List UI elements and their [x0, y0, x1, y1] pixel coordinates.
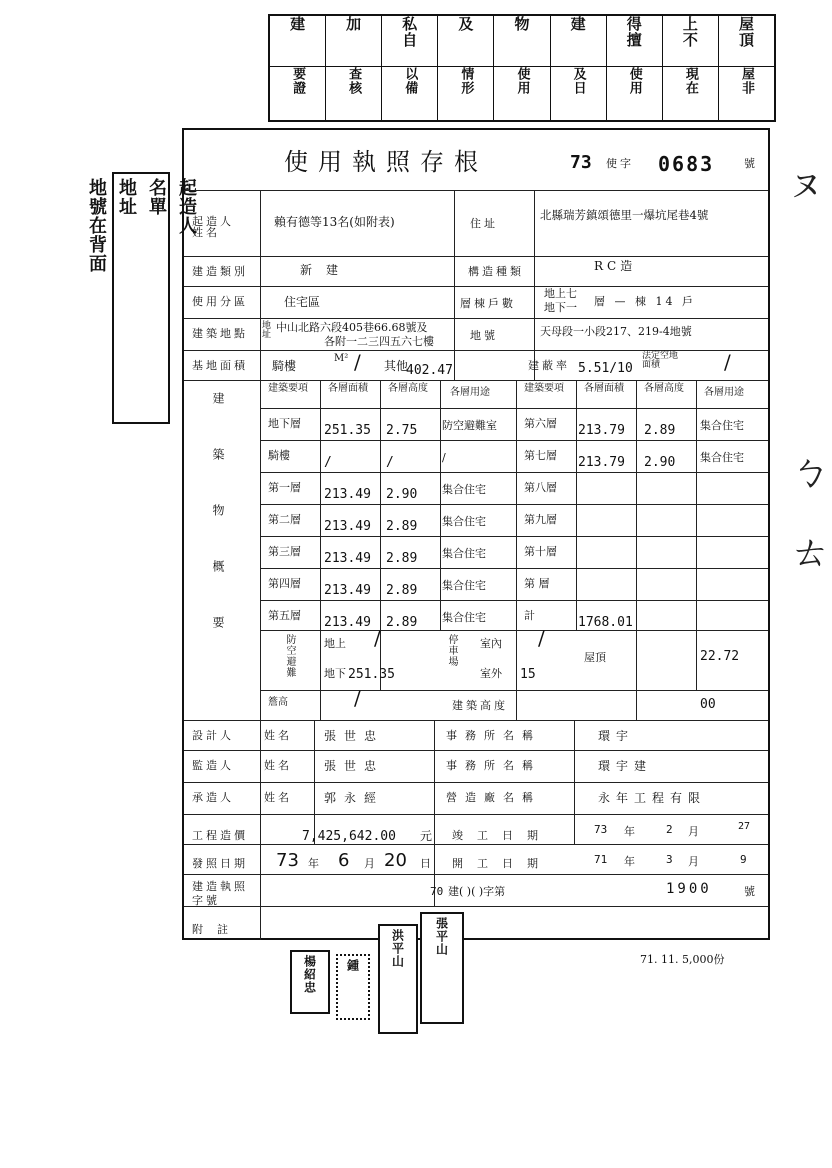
address-value: 北縣瑞芳鎮頌德里一爆坑尾巷4號	[540, 208, 709, 222]
shelter-below-label: 地下	[324, 667, 346, 680]
coverage-label: 建蔽率	[528, 359, 570, 372]
margin-handwriting: ㄅ	[790, 449, 830, 495]
issue-year-unit: 年	[308, 857, 319, 870]
floor-use: 集合住宅	[700, 419, 744, 432]
issue-day-unit: 日	[420, 857, 431, 870]
other-label: 其他	[384, 359, 409, 373]
coverage-value: 5.51/10	[578, 361, 633, 376]
person-name: 張世忠	[324, 729, 385, 743]
floor-use: /	[442, 451, 446, 464]
parking-indoor-label: 室內	[480, 637, 502, 650]
building-permit-number: 1900	[666, 881, 712, 897]
floor-height: 2.89	[386, 519, 418, 534]
open-space-slash: /	[724, 350, 731, 374]
shelter-label: 防空避難	[284, 634, 295, 678]
issue-month-unit: 月	[364, 857, 375, 870]
seal-stamp: 張平山	[420, 912, 464, 1024]
start-day: 9	[740, 853, 747, 866]
floor-name: 第六層	[524, 417, 557, 430]
completion-month: 2	[666, 823, 673, 836]
header-area: 各層面積	[328, 383, 368, 394]
floor-name: 第八層	[524, 481, 557, 494]
instruction-column: 屋頂 屋非	[718, 16, 774, 120]
issue-date-label: 發照日期	[192, 857, 248, 870]
start-year: 71	[594, 853, 608, 866]
header-height-2: 各層高度	[644, 383, 684, 394]
header-item: 建築要項	[268, 383, 308, 394]
floor-height: 2.89	[386, 615, 418, 630]
name-label: 姓名	[264, 759, 292, 772]
floors-above: 地上七	[544, 287, 577, 300]
floor-height: /	[386, 455, 394, 470]
completion-day: 27	[738, 821, 751, 832]
parking-outdoor-value: 15	[520, 667, 536, 682]
floor-height: 2.89	[386, 583, 418, 598]
site-address-tag: 地址	[262, 321, 272, 340]
floor-area: 213.49	[324, 615, 371, 630]
print-run-footer: 71. 11. 5,000份	[640, 953, 725, 966]
note-label: 附註	[192, 923, 242, 936]
permit-number: 0683	[658, 152, 715, 176]
floor-use: 集合住宅	[700, 451, 744, 464]
arcade-label: 騎樓	[272, 359, 297, 373]
floor-name: 第十層	[524, 545, 557, 558]
usage-permit-stub-form	[182, 128, 770, 940]
issue-year: 73	[276, 850, 299, 871]
instruction-column: 加 查核	[325, 16, 381, 120]
permit-suffix: 號	[744, 157, 758, 170]
floor-height: 2.90	[386, 487, 418, 502]
site-address-value: 中山北路六段405巷66.68號及	[276, 321, 428, 334]
role-label: 設計人	[192, 729, 234, 742]
floor-name: 第七層	[524, 449, 557, 462]
building-permit-suffix: 號	[744, 885, 755, 898]
person-name: 張世忠	[324, 759, 385, 773]
shelter-above-slash: /	[374, 626, 381, 650]
eave-label: 簷高	[268, 697, 288, 708]
header-use-2: 各層用途	[704, 387, 744, 398]
address-label: 住址	[470, 217, 498, 230]
floors-label: 層棟戶數	[460, 297, 516, 310]
instruction-column: 私自 以備	[381, 16, 437, 120]
start-month-unit: 月	[688, 855, 699, 868]
open-space-label: 法定空地面積	[642, 351, 679, 370]
header-use: 各層用途	[450, 387, 490, 398]
margin-handwriting: ㇴ	[786, 159, 826, 205]
permit-char: 使字	[606, 157, 634, 170]
office-name: 環宇	[598, 729, 635, 743]
completion-year: 73	[594, 823, 608, 836]
site-address-value2: 各附一二三四五六七樓	[324, 335, 434, 348]
building-permit-text: 建( )( )字第	[448, 885, 506, 898]
completion-year-unit: 年	[624, 825, 635, 838]
floor-area: 213.79	[578, 423, 625, 438]
name-label: 姓名	[264, 791, 292, 804]
owner-value: 賴有德等13名(如附表)	[274, 215, 395, 229]
floor-height: 2.75	[386, 423, 418, 438]
margin-handwriting: ㄊ	[790, 529, 830, 575]
floor-name: 第三層	[268, 545, 301, 558]
instruction-column: 物 使用	[493, 16, 549, 120]
floor-name: 第二層	[268, 513, 301, 526]
other-area-value: 402.47	[406, 363, 453, 378]
lot-label: 地號	[470, 329, 498, 342]
floor-area: 213.49	[324, 519, 371, 534]
floor-area: 213.49	[324, 583, 371, 598]
seal-stamp: 鍾	[336, 954, 370, 1020]
floor-name: 第五層	[268, 609, 301, 622]
floor-height: 2.90	[644, 455, 676, 470]
owner-label: 起造人 姓名	[192, 215, 234, 239]
office-label: 事務所名稱	[446, 729, 541, 742]
zoning-label: 使用分區	[192, 295, 248, 308]
parking-indoor-slash: /	[538, 626, 545, 650]
building-height-value: 00	[700, 697, 716, 712]
instruction-column: 上不 現在	[662, 16, 718, 120]
seal-stamp: 洪平山	[378, 924, 418, 1034]
site-label: 建築地點	[192, 327, 248, 340]
floor-area: 213.49	[324, 487, 371, 502]
completion-month-unit: 月	[688, 825, 699, 838]
start-date-label: 開工日期	[452, 857, 552, 870]
floor-area: 1768.01	[578, 615, 633, 630]
floor-use: 集合住宅	[442, 483, 486, 496]
floor-use: 集合住宅	[442, 547, 486, 560]
instruction-column: 得擅 使用	[606, 16, 662, 120]
cost-unit: 元	[420, 829, 433, 843]
person-name: 郭永經	[324, 791, 385, 805]
floor-area: 213.79	[578, 455, 625, 470]
side-note-column: 起造人	[176, 178, 197, 235]
site-area-label: 基地面積	[192, 359, 248, 372]
building-overview-label: 建築物概要	[211, 392, 225, 672]
start-month: 3	[666, 853, 673, 866]
structure-value: RC造	[594, 259, 637, 273]
office-name: 永年工程有限	[598, 791, 707, 805]
instruction-column: 及 情形	[437, 16, 493, 120]
roof-value: 22.72	[700, 649, 740, 664]
office-name: 環宇建	[598, 759, 653, 773]
floor-use: 集合住宅	[442, 515, 486, 528]
name-label: 姓名	[264, 729, 292, 742]
owner-list-note-box	[86, 172, 197, 424]
floor-use: 集合住宅	[442, 579, 486, 592]
cost-label: 工程造價	[192, 829, 248, 842]
permit-year: 73	[570, 152, 592, 173]
floor-use: 防空避難室	[442, 419, 497, 432]
floor-name: 第一層	[268, 481, 301, 494]
role-label: 監造人	[192, 759, 234, 772]
building-permit-year: 70	[430, 885, 444, 898]
issue-month: 6	[338, 850, 350, 871]
header-item-2: 建築要項	[524, 383, 564, 394]
side-note-column: 地號在背面	[86, 178, 107, 273]
structure-label: 構造種類	[468, 265, 524, 278]
floor-area: 213.49	[324, 551, 371, 566]
side-note-column: 名單	[146, 178, 167, 216]
roof-label: 屋頂	[584, 651, 606, 664]
floor-name: 第九層	[524, 513, 557, 526]
instruction-column: 建 要證	[270, 16, 325, 120]
floors-rest: 層 — 棟 14 戶	[594, 295, 696, 308]
cost-value: 7,425,642.00	[302, 829, 396, 844]
floor-area: 251.35	[324, 423, 371, 438]
building-permit-label: 建造執照字號	[192, 880, 248, 908]
shelter-above-label: 地上	[324, 637, 346, 650]
construction-type-label: 建造類別	[192, 265, 248, 278]
seal-stamp: 楊紹忠	[290, 950, 330, 1014]
role-label: 承造人	[192, 791, 234, 804]
shelter-below-value: 251.35	[348, 667, 395, 682]
floor-area: /	[324, 455, 332, 470]
eave-slash: /	[354, 686, 361, 710]
instruction-column: 建 及日	[550, 16, 606, 120]
floors-below: 地下一	[544, 301, 577, 314]
issue-day: 20	[384, 850, 407, 871]
office-label: 營造廠名稱	[446, 791, 541, 804]
office-label: 事務所名稱	[446, 759, 541, 772]
floor-name: 計	[524, 609, 535, 622]
zoning-value: 住宅區	[284, 295, 321, 309]
floor-name: 第 層	[524, 577, 550, 590]
floor-height: 2.89	[644, 423, 676, 438]
construction-type-value: 新建	[300, 263, 353, 277]
form-title: 使用執照存根	[284, 148, 488, 176]
header-area-2: 各層面積	[584, 383, 624, 394]
lot-value: 天母段一小段217、219-4地號	[540, 325, 692, 338]
header-height: 各層高度	[388, 383, 428, 394]
top-instruction-box	[268, 14, 776, 122]
building-height-label: 建築高度	[452, 699, 508, 712]
floor-name: 第四層	[268, 577, 301, 590]
arcade-slash: /	[354, 350, 361, 374]
floor-name: 騎樓	[268, 449, 290, 462]
area-unit: M²	[334, 353, 349, 364]
floor-height: 2.89	[386, 551, 418, 566]
parking-label: 停車場	[446, 634, 457, 667]
start-year-unit: 年	[624, 855, 635, 868]
parking-outdoor-label: 室外	[480, 667, 502, 680]
floor-use: 集合住宅	[442, 611, 486, 624]
floor-name: 地下層	[268, 417, 301, 430]
completion-label: 竣工日期	[452, 829, 552, 842]
side-note-column: 地址	[116, 178, 137, 216]
